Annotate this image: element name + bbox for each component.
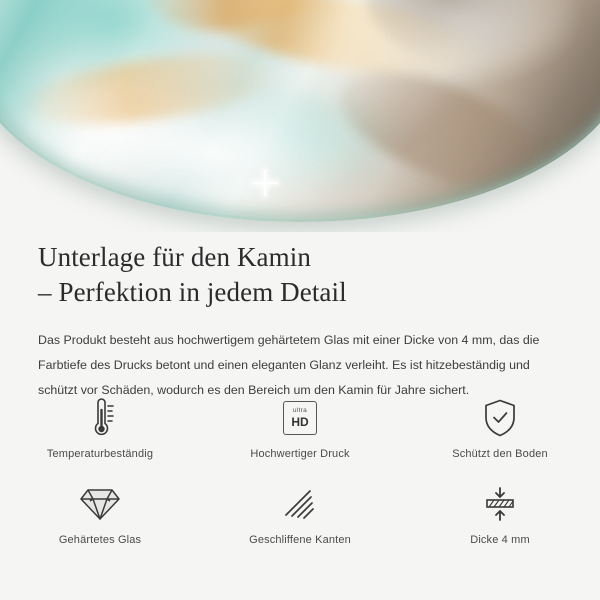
feature-label: Hochwertiger Druck (250, 448, 350, 460)
feature-item-temperature (0, 396, 200, 460)
feature-item-tempered-glass (0, 482, 200, 546)
body-paragraph: Das Produkt besteht aus hochwertigem gehärtetem Glas mit einer Dicke von 4 mm, das die Farbtiefe des Drucks betont und einen eleganten Glanz verleiht. Es ist hitzebeständig und schützt vor Schäden, wodurch es den Bereich um den Kamin für Jahre sichert. (38, 333, 540, 397)
feature-item-polished-edges (200, 482, 400, 546)
feature-label: Temperaturbeständig (46, 448, 154, 460)
shield-check-icon (482, 396, 518, 440)
glass-disc (0, 0, 600, 222)
diamond-icon (79, 482, 121, 526)
page-title (38, 240, 562, 310)
feature-label: Dicke 4 mm (470, 534, 530, 546)
feature-grid (0, 396, 600, 546)
thickness-icon (480, 482, 520, 526)
feature-item-floor-protection (400, 396, 600, 460)
text-block (0, 232, 600, 403)
feature-item-thickness (400, 482, 600, 546)
disc-surface (0, 0, 600, 222)
ultra-hd-badge-top: ultra (292, 407, 308, 415)
feature-label: Gehärtetes Glas (58, 534, 142, 546)
thermometer-icon (80, 396, 120, 440)
feature-label: Geschliffene Kanten (249, 534, 351, 546)
ultra-hd-icon (283, 396, 317, 440)
feature-item-print (200, 396, 400, 460)
headline-line-1: Unterlage für den Kamin (38, 242, 311, 272)
polished-edges-icon (280, 482, 320, 526)
ultra-hd-badge-bottom: HD (291, 414, 309, 429)
feature-label: Schützt den Boden (452, 448, 548, 460)
headline-line-2: – Perfektion in jedem Detail (38, 277, 347, 308)
hero-image (0, 0, 600, 232)
